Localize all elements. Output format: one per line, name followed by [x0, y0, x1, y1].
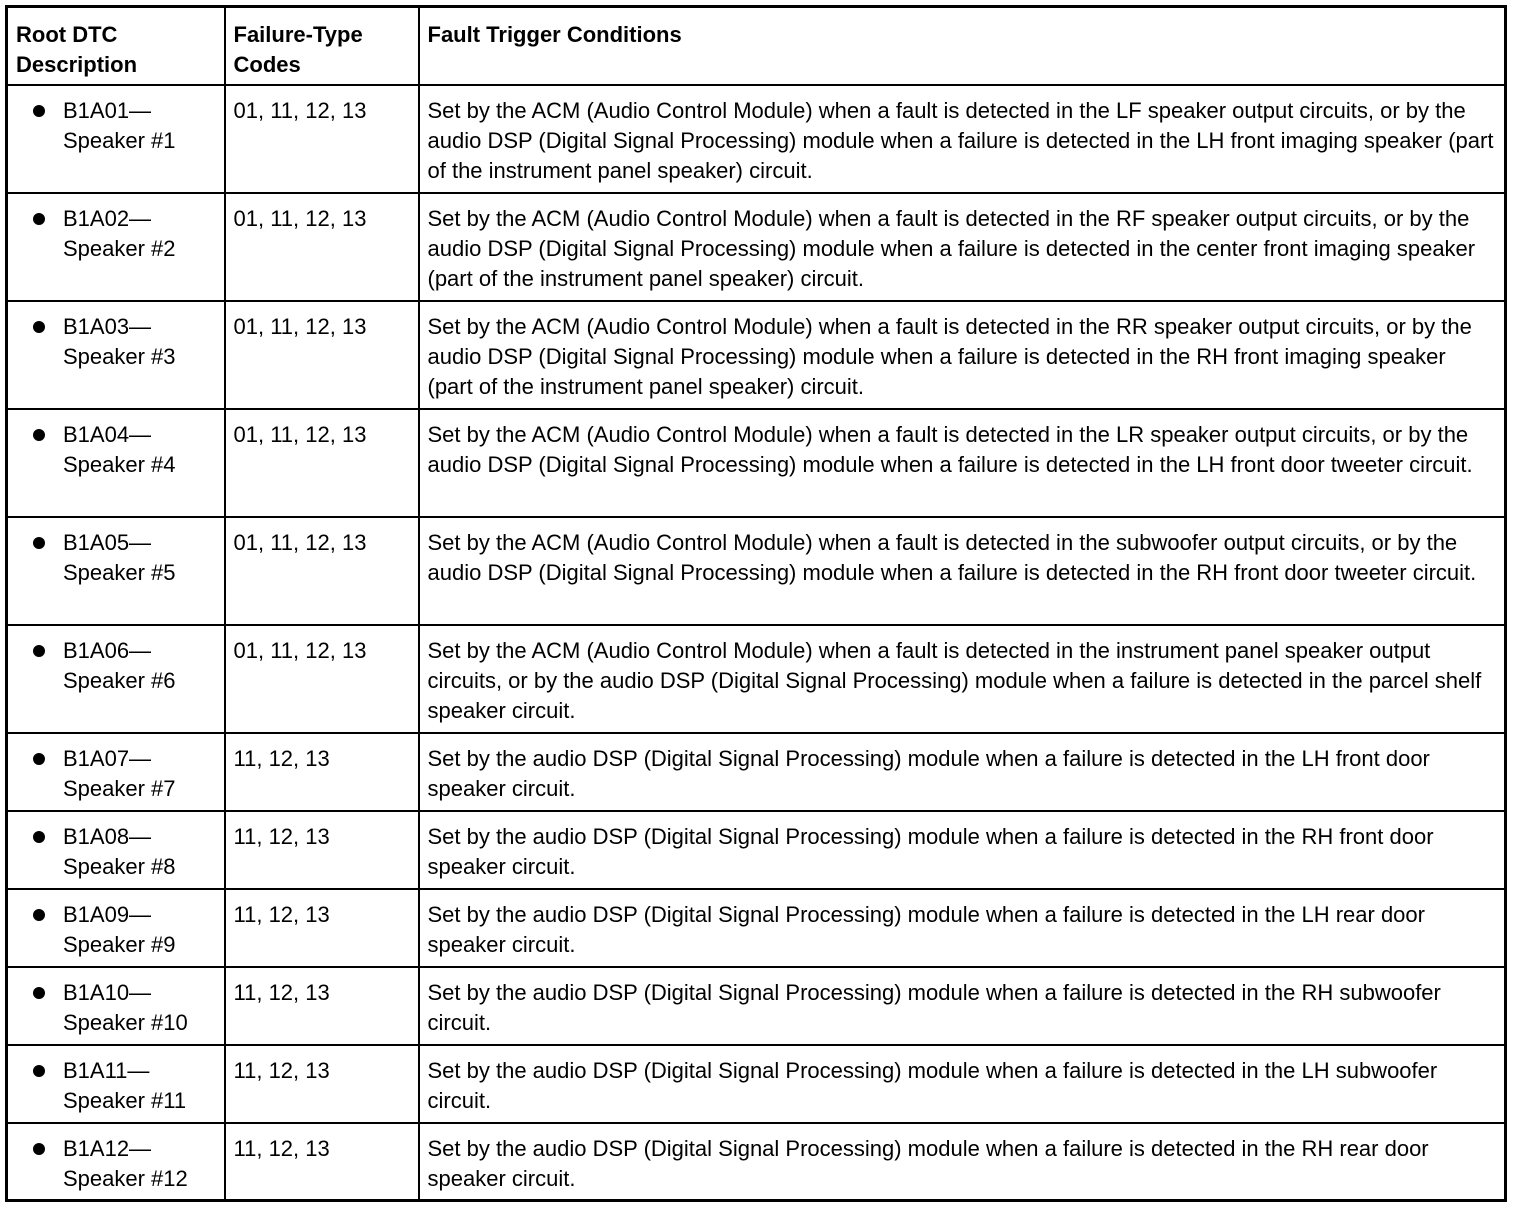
table-header: [7, 7, 1506, 85]
dtc-speaker: Speaker #12: [63, 1165, 188, 1191]
fault-trigger-conditions-cell: Set by the ACM (Audio Control Module) when a fault is detected in the subwoofer output circuits, or by the audio DSP (Digital Signal Processing) module when a failure is detected in the RH front door tweeter circuit.: [419, 517, 1506, 625]
dtc-description-cell: [7, 301, 225, 409]
header-root-dtc-description: Root DTC Description: [7, 7, 225, 85]
fault-trigger-conditions-cell: Set by the audio DSP (Digital Signal Processing) module when a failure is detected in the LH front door speaker circuit.: [419, 733, 1506, 811]
fault-trigger-conditions-cell: Set by the audio DSP (Digital Signal Processing) module when a failure is detected in the LH subwoofer circuit.: [419, 1045, 1506, 1123]
dtc-description-cell: [7, 811, 225, 889]
dtc-speaker: Speaker #5: [63, 559, 176, 585]
failure-type-codes-cell: 11, 12, 13: [225, 1045, 419, 1123]
bullet-icon: [33, 831, 45, 843]
dtc-speaker: Speaker #4: [63, 451, 176, 477]
fault-trigger-conditions-cell: Set by the ACM (Audio Control Module) when a fault is detected in the RR speaker output circuits, or by the audio DSP (Digital Signal Processing) module when a failure is detected in the RH front imaging speaker (part of the instrument panel speaker) circuit.: [419, 301, 1506, 409]
bullet-icon: [33, 645, 45, 657]
dtc-description-cell: [7, 1123, 225, 1201]
header-fault-trigger-conditions: Fault Trigger Conditions: [419, 7, 1506, 85]
dtc-speaker: Speaker #1: [63, 127, 176, 153]
dtc-code: B1A12—: [63, 1135, 152, 1161]
failure-type-codes-cell: 01, 11, 12, 13: [225, 625, 419, 733]
table-row: [7, 967, 1506, 1045]
dtc-speaker: Speaker #3: [63, 343, 176, 369]
dtc-description-cell: [7, 1045, 225, 1123]
failure-type-codes-cell: 11, 12, 13: [225, 811, 419, 889]
dtc-speaker: Speaker #6: [63, 667, 176, 693]
fault-trigger-conditions-cell: Set by the ACM (Audio Control Module) when a fault is detected in the LR speaker output circuits, or by the audio DSP (Digital Signal Processing) module when a failure is detected in the LH front door tweeter circuit.: [419, 409, 1506, 517]
table-body: [7, 85, 1506, 1201]
fault-trigger-conditions-cell: Set by the ACM (Audio Control Module) when a fault is detected in the instrument panel speaker output circuits, or by the audio DSP (Digital Signal Processing) module when a failure is detected in the parcel shelf speaker circuit.: [419, 625, 1506, 733]
table-row: [7, 301, 1506, 409]
dtc-description-cell: [7, 517, 225, 625]
dtc-code: B1A01—: [63, 97, 152, 123]
failure-type-codes-cell: 11, 12, 13: [225, 1123, 419, 1201]
bullet-icon: [33, 213, 45, 225]
bullet-icon: [33, 1143, 45, 1155]
failure-type-codes-cell: 01, 11, 12, 13: [225, 409, 419, 517]
dtc-code: B1A02—: [63, 205, 152, 231]
dtc-description-cell: [7, 409, 225, 517]
dtc-speaker: Speaker #9: [63, 931, 176, 957]
dtc-code: B1A05—: [63, 529, 152, 555]
fault-trigger-conditions-cell: Set by the ACM (Audio Control Module) when a fault is detected in the RF speaker output circuits, or by the audio DSP (Digital Signal Processing) module when a failure is detected in the center front imaging speaker (part of the instrument panel speaker) circuit.: [419, 193, 1506, 301]
table-row: [7, 193, 1506, 301]
header-row: [7, 7, 1506, 85]
failure-type-codes-cell: 01, 11, 12, 13: [225, 193, 419, 301]
dtc-code: B1A08—: [63, 823, 152, 849]
table-row: [7, 1123, 1506, 1201]
fault-trigger-conditions-cell: Set by the audio DSP (Digital Signal Processing) module when a failure is detected in the LH rear door speaker circuit.: [419, 889, 1506, 967]
dtc-description-cell: [7, 889, 225, 967]
fault-trigger-conditions-cell: Set by the ACM (Audio Control Module) when a fault is detected in the LF speaker output circuits, or by the audio DSP (Digital Signal Processing) module when a failure is detected in the LH front imaging speaker (part of the instrument panel speaker) circuit.: [419, 85, 1506, 193]
table-row: [7, 811, 1506, 889]
bullet-icon: [33, 537, 45, 549]
bullet-icon: [33, 429, 45, 441]
fault-trigger-conditions-cell: Set by the audio DSP (Digital Signal Processing) module when a failure is detected in the RH subwoofer circuit.: [419, 967, 1506, 1045]
dtc-speaker: Speaker #8: [63, 853, 176, 879]
fault-trigger-conditions-cell: Set by the audio DSP (Digital Signal Processing) module when a failure is detected in the RH front door speaker circuit.: [419, 811, 1506, 889]
dtc-code: B1A03—: [63, 313, 152, 339]
table-row: [7, 733, 1506, 811]
failure-type-codes-cell: 01, 11, 12, 13: [225, 85, 419, 193]
dtc-code: B1A11—: [63, 1057, 150, 1083]
bullet-icon: [33, 909, 45, 921]
dtc-speaker: Speaker #2: [63, 235, 176, 261]
dtc-code: B1A09—: [63, 901, 152, 927]
bullet-icon: [33, 321, 45, 333]
dtc-description-cell: [7, 193, 225, 301]
table-row: [7, 517, 1506, 625]
dtc-speaker: Speaker #11: [63, 1087, 187, 1113]
table-row: [7, 625, 1506, 733]
table-row: [7, 85, 1506, 193]
failure-type-codes-cell: 01, 11, 12, 13: [225, 517, 419, 625]
table-row: [7, 1045, 1506, 1123]
dtc-table: [5, 5, 1507, 1202]
dtc-description-cell: [7, 85, 225, 193]
dtc-code: B1A07—: [63, 745, 152, 771]
dtc-code: B1A04—: [63, 421, 152, 447]
bullet-icon: [33, 987, 45, 999]
bullet-icon: [33, 105, 45, 117]
dtc-description-cell: [7, 733, 225, 811]
table-row: [7, 409, 1506, 517]
dtc-speaker: Speaker #10: [63, 1009, 188, 1035]
failure-type-codes-cell: 01, 11, 12, 13: [225, 301, 419, 409]
fault-trigger-conditions-cell: Set by the audio DSP (Digital Signal Processing) module when a failure is detected in the RH rear door speaker circuit.: [419, 1123, 1506, 1201]
bullet-icon: [33, 753, 45, 765]
failure-type-codes-cell: 11, 12, 13: [225, 889, 419, 967]
dtc-code: B1A10—: [63, 979, 152, 1005]
table-row: [7, 889, 1506, 967]
bullet-icon: [33, 1065, 45, 1077]
dtc-description-cell: [7, 967, 225, 1045]
dtc-description-cell: [7, 625, 225, 733]
dtc-speaker: Speaker #7: [63, 775, 176, 801]
header-failure-type-codes: Failure-Type Codes: [225, 7, 419, 85]
dtc-code: B1A06—: [63, 637, 152, 663]
failure-type-codes-cell: 11, 12, 13: [225, 967, 419, 1045]
failure-type-codes-cell: 11, 12, 13: [225, 733, 419, 811]
